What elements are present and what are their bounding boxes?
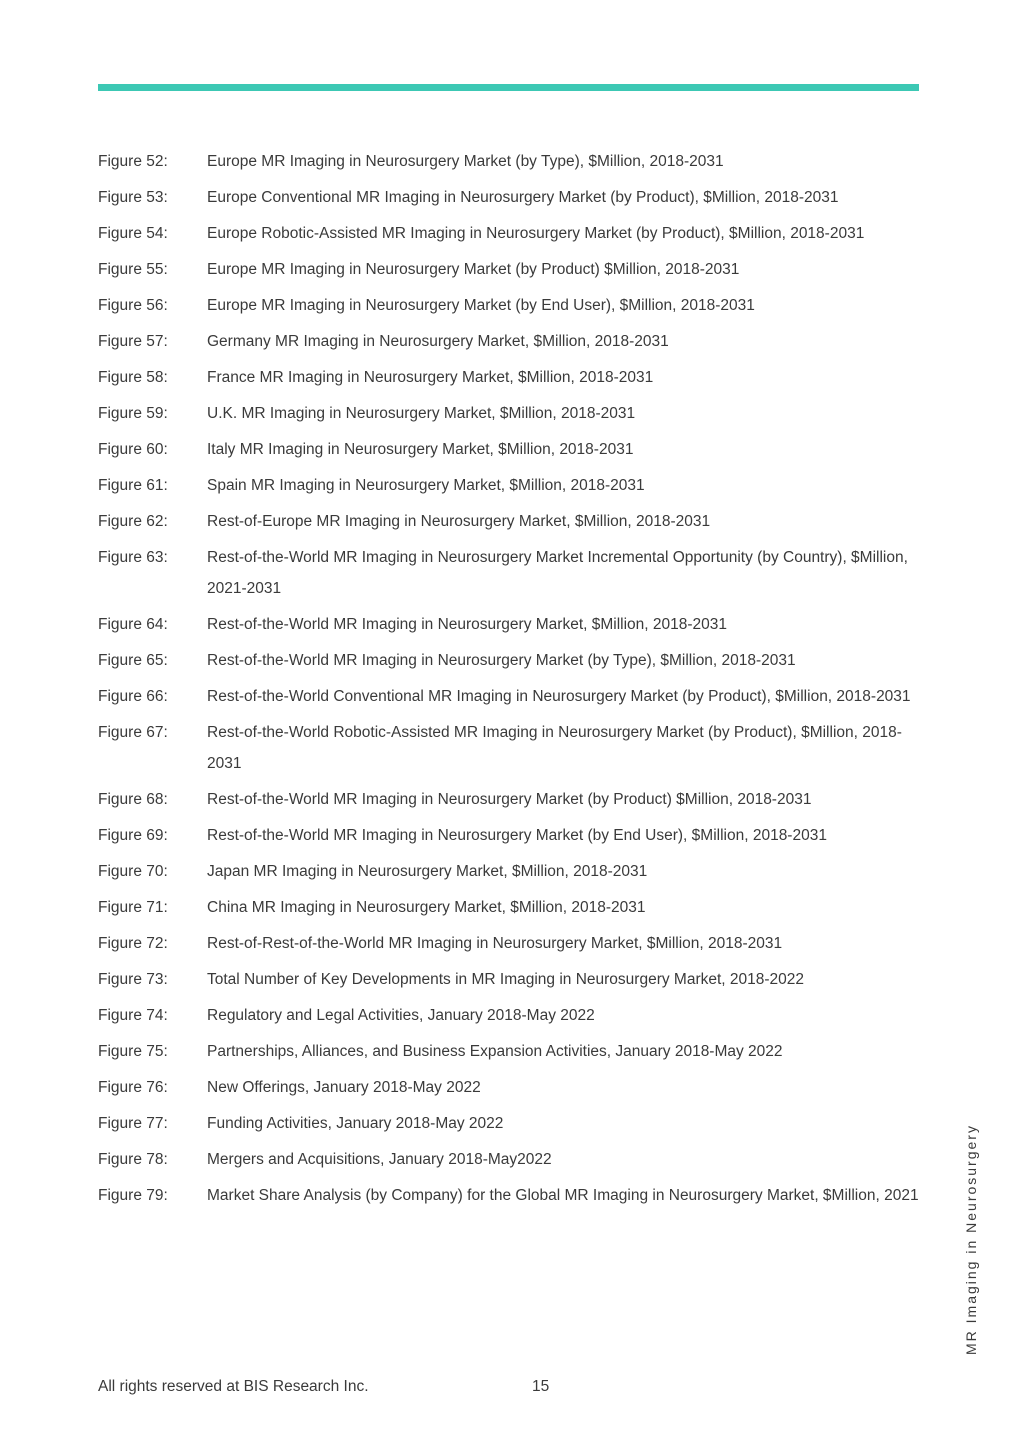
figure-caption: Europe Conventional MR Imaging in Neurosurgery Market (by Product), $Million, 2018-2031 (207, 189, 839, 206)
figure-list-item (98, 928, 923, 959)
figure-list-item (98, 362, 923, 393)
figure-caption: Rest-of-Europe MR Imaging in Neurosurgery Market, $Million, 2018-2031 (207, 513, 711, 530)
figure-caption: Europe MR Imaging in Neurosurgery Market (by Product) $Million, 2018-2031 (207, 261, 740, 278)
figure-number: Figure 71: (98, 899, 168, 916)
figure-caption: China MR Imaging in Neurosurgery Market, $Million, 2018-2031 (207, 899, 646, 916)
figure-number: Figure 60: (98, 441, 168, 458)
figure-list-item (98, 470, 923, 501)
figure-caption: Italy MR Imaging in Neurosurgery Market, $Million, 2018-2031 (207, 441, 634, 458)
figure-caption: Rest-of-the-World MR Imaging in Neurosurgery Market (by Type), $Million, 2018-2031 (207, 652, 796, 669)
figure-caption: Market Share Analysis (by Company) for the Global MR Imaging in Neurosurgery Market, $Million, 2021 (207, 1187, 919, 1204)
page-number: 15 (532, 1378, 550, 1395)
figure-list-item (98, 681, 923, 712)
figure-number: Figure 70: (98, 863, 168, 880)
figure-list-item (98, 820, 923, 851)
figure-list-item (98, 1108, 923, 1139)
figure-list-item (98, 290, 923, 321)
figure-list-item (98, 146, 923, 177)
figure-caption: Germany MR Imaging in Neurosurgery Market, $Million, 2018-2031 (207, 333, 669, 350)
figure-number: Figure 64: (98, 616, 168, 633)
figure-number: Figure 63: (98, 549, 168, 566)
figure-number: Figure 53: (98, 189, 168, 206)
figure-list-item (98, 645, 923, 676)
figure-caption: Rest-of-the-World Conventional MR Imaging in Neurosurgery Market (by Product), $Million, 2018-2031 (207, 688, 911, 705)
figure-list-item (98, 1180, 923, 1211)
figure-number: Figure 69: (98, 827, 168, 844)
figure-list-item (98, 856, 923, 887)
figure-caption: Spain MR Imaging in Neurosurgery Market, $Million, 2018-2031 (207, 477, 645, 494)
figure-list-item (98, 182, 923, 213)
figure-caption: Rest-of-the-World Robotic-Assisted MR Imaging in Neurosurgery Market (by Product), $Million, 2018-2031 (207, 724, 902, 772)
figure-caption: U.K. MR Imaging in Neurosurgery Market, $Million, 2018-2031 (207, 405, 636, 422)
figure-number: Figure 68: (98, 791, 168, 808)
figure-caption: Mergers and Acquisitions, January 2018-May2022 (207, 1151, 552, 1168)
figure-caption: France MR Imaging in Neurosurgery Market, $Million, 2018-2031 (207, 369, 654, 386)
figure-number: Figure 65: (98, 652, 168, 669)
figure-number: Figure 54: (98, 225, 168, 242)
figure-number: Figure 75: (98, 1043, 168, 1060)
figure-list-item (98, 218, 923, 249)
figure-number: Figure 57: (98, 333, 168, 350)
figure-caption: Rest-of-the-World MR Imaging in Neurosurgery Market (by Product) $Million, 2018-2031 (207, 791, 812, 808)
figure-caption: Rest-of-the-World MR Imaging in Neurosurgery Market (by End User), $Million, 2018-2031 (207, 827, 827, 844)
figure-number: Figure 78: (98, 1151, 168, 1168)
figure-list-item (98, 609, 923, 640)
figure-list-item (98, 254, 923, 285)
figure-caption: Rest-of-Rest-of-the-World MR Imaging in Neurosurgery Market, $Million, 2018-2031 (207, 935, 783, 952)
figure-caption: Funding Activities, January 2018-May 2022 (207, 1115, 504, 1132)
figure-list-item (98, 326, 923, 357)
figure-number: Figure 52: (98, 153, 168, 170)
figure-list-item (98, 1036, 923, 1067)
figure-caption: Europe MR Imaging in Neurosurgery Market (by End User), $Million, 2018-2031 (207, 297, 755, 314)
figure-list-item (98, 506, 923, 537)
figure-list-item (98, 964, 923, 995)
figure-caption: Partnerships, Alliances, and Business Expansion Activities, January 2018-May 2022 (207, 1043, 783, 1060)
figure-number: Figure 62: (98, 513, 168, 530)
figure-number: Figure 59: (98, 405, 168, 422)
figure-list-item (98, 1072, 923, 1103)
figure-caption: Rest-of-the-World MR Imaging in Neurosurgery Market Incremental Opportunity (by Country), $Million, 2021-2031 (207, 549, 908, 597)
figure-number: Figure 77: (98, 1115, 168, 1132)
figure-list-item (98, 892, 923, 923)
list-of-figures (98, 146, 923, 1216)
figure-caption: Japan MR Imaging in Neurosurgery Market, $Million, 2018-2031 (207, 863, 648, 880)
figure-caption: Regulatory and Legal Activities, January 2018-May 2022 (207, 1007, 595, 1024)
figure-number: Figure 61: (98, 477, 168, 494)
figure-number: Figure 56: (98, 297, 168, 314)
figure-number: Figure 72: (98, 935, 168, 952)
figure-list-item (98, 717, 923, 779)
figure-list-item (98, 542, 923, 604)
figure-list-item (98, 398, 923, 429)
figure-number: Figure 58: (98, 369, 168, 386)
side-report-title: MR Imaging in Neurosurgery (963, 1124, 979, 1355)
figure-caption: Europe Robotic-Assisted MR Imaging in Neurosurgery Market (by Product), $Million, 2018-2031 (207, 225, 865, 242)
figure-number: Figure 73: (98, 971, 168, 988)
figure-caption: Europe MR Imaging in Neurosurgery Market (by Type), $Million, 2018-2031 (207, 153, 724, 170)
figure-number: Figure 55: (98, 261, 168, 278)
figure-caption: New Offerings, January 2018-May 2022 (207, 1079, 481, 1096)
figure-list-item (98, 1000, 923, 1031)
figure-list-item (98, 434, 923, 465)
figure-number: Figure 76: (98, 1079, 168, 1096)
figure-number: Figure 74: (98, 1007, 168, 1024)
figure-number: Figure 67: (98, 724, 168, 741)
figure-number: Figure 79: (98, 1187, 168, 1204)
figure-list-item (98, 784, 923, 815)
footer-copyright: All rights reserved at BIS Research Inc. (98, 1378, 369, 1395)
figure-caption: Rest-of-the-World MR Imaging in Neurosurgery Market, $Million, 2018-2031 (207, 616, 728, 633)
header-accent-bar (98, 84, 919, 91)
figure-caption: Total Number of Key Developments in MR Imaging in Neurosurgery Market, 2018-2022 (207, 971, 805, 988)
figure-list-item (98, 1144, 923, 1175)
figure-number: Figure 66: (98, 688, 168, 705)
